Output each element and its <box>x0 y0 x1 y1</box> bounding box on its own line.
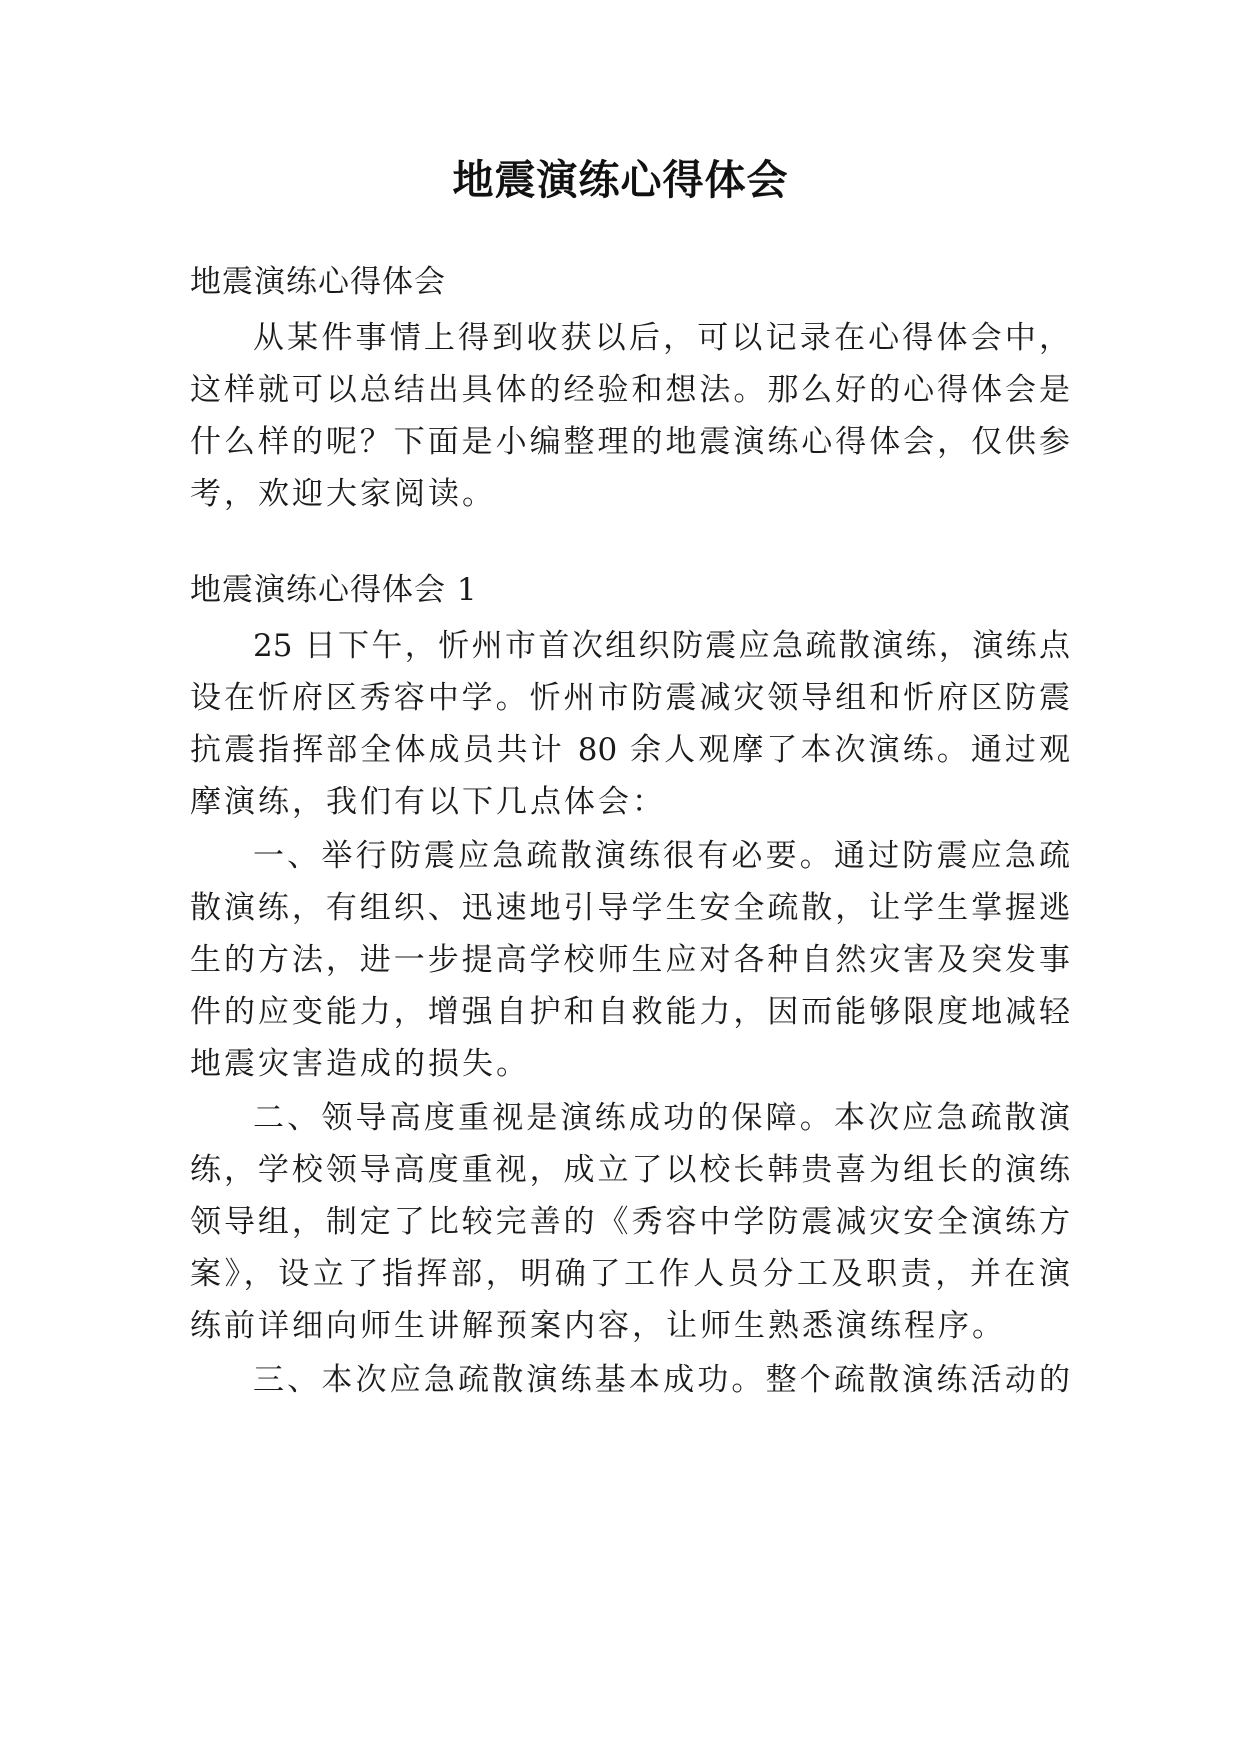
p1-line-1: 25 日下午，忻州市首次组织防震应急疏散演练，演练点 <box>253 628 1070 664</box>
p3-line-1: 二、领导高度重视是演练成功的保障。本次应急疏散演 <box>253 1100 1070 1136</box>
p2-line-4: 件的应变能力，增强自护和自救能力，因而能够限度地减轻 <box>190 994 1070 1030</box>
p2-line-3: 生的方法，进一步提高学校师生应对各种自然灾害及突发事 <box>190 942 1070 978</box>
p1-line-4: 摩演练，我们有以下几点体会： <box>190 784 666 820</box>
p2-line-1: 一、举行防震应急疏散演练很有必要。通过防震应急疏 <box>253 838 1070 874</box>
p1-line-3: 抗震指挥部全体成员共计 80 余人观摩了本次演练。通过观 <box>190 732 1070 768</box>
p2-line-2: 散演练，有组织、迅速地引导学生安全疏散，让学生掌握逃 <box>190 890 1070 926</box>
intro-line-2: 这样就可以总结出具体的经验和想法。那么好的心得体会是 <box>190 372 1070 408</box>
intro-line-3: 什么样的呢？下面是小编整理的地震演练心得体会，仅供参 <box>190 424 1070 460</box>
p3-line-5: 练前详细向师生讲解预案内容，让师生熟悉演练程序。 <box>190 1308 1006 1344</box>
p3-line-3: 领导组，制定了比较完善的《秀容中学防震减灾安全演练方 <box>190 1204 1070 1240</box>
p3-line-2: 练，学校领导高度重视，成立了以校长韩贵喜为组长的演练 <box>190 1152 1070 1188</box>
section-1-heading: 地震演练心得体会 1 <box>190 572 478 608</box>
intro-heading: 地震演练心得体会 <box>190 264 446 300</box>
p3-line-4: 案》，设立了指挥部，明确了工作人员分工及职责，并在演 <box>190 1256 1070 1292</box>
p1-line-2: 设在忻府区秀容中学。忻州市防震减灾领导组和忻府区防震 <box>190 680 1070 716</box>
p4-line-1: 三、本次应急疏散演练基本成功。整个疏散演练活动的 <box>253 1362 1070 1398</box>
document-title: 地震演练心得体会 <box>452 156 789 204</box>
intro-line-1: 从某件事情上得到收获以后，可以记录在心得体会中， <box>253 320 1070 356</box>
p2-line-5: 地震灾害造成的损失。 <box>190 1046 530 1082</box>
intro-line-4: 考，欢迎大家阅读。 <box>190 476 496 512</box>
